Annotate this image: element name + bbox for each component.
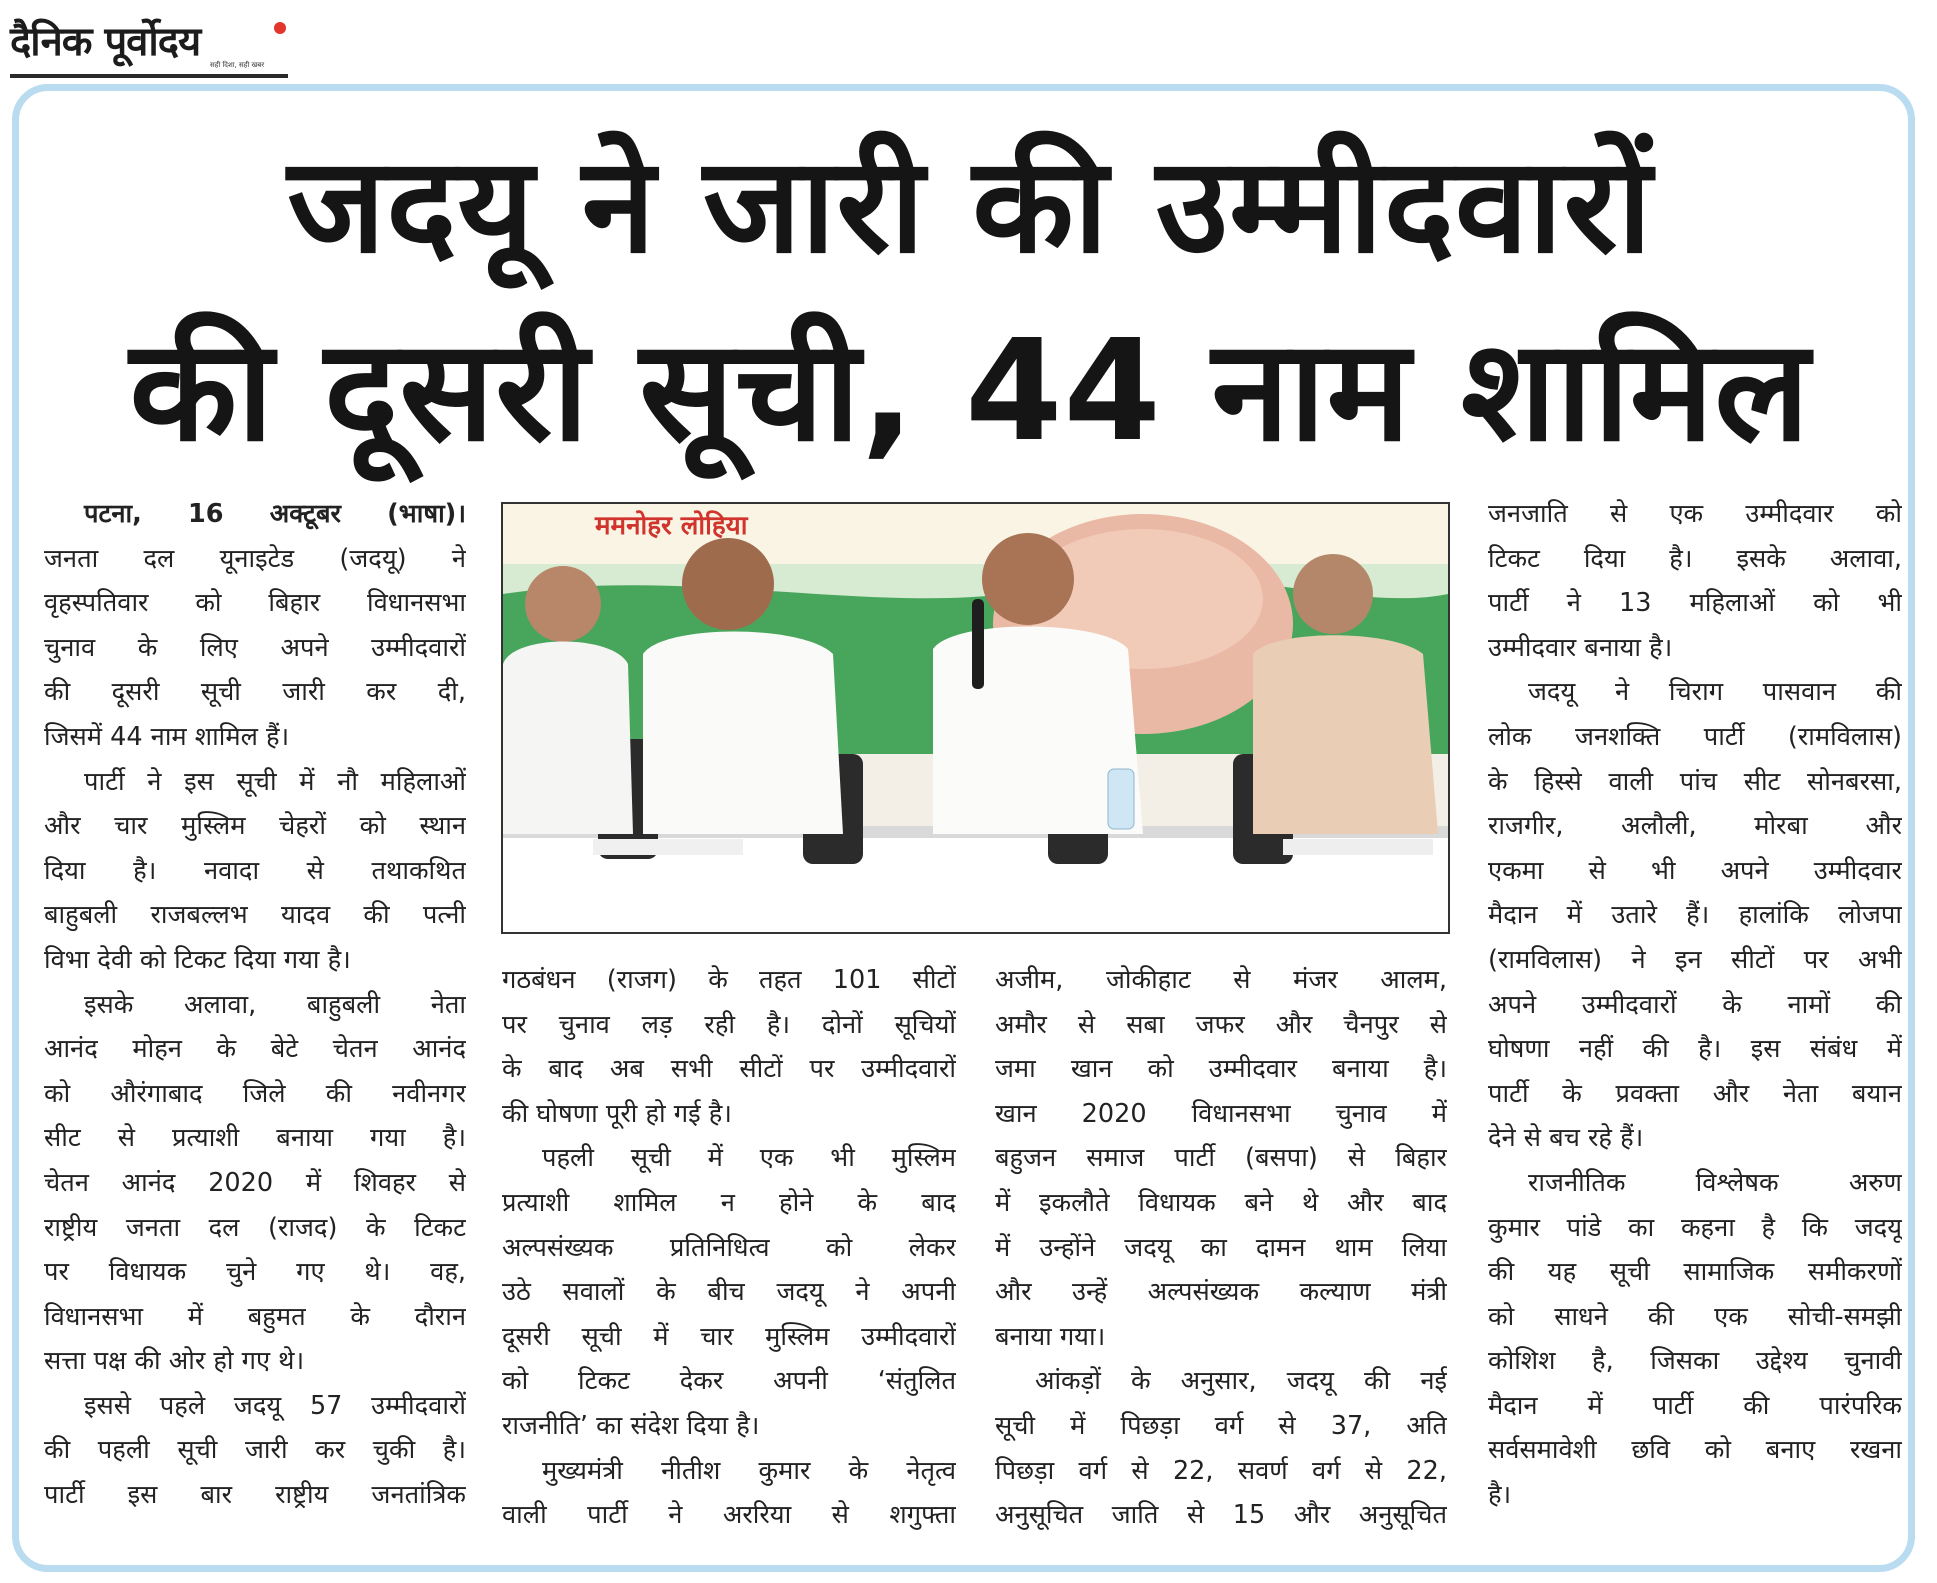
text-line: की घोषणा पूरी हो गई है।	[502, 1098, 732, 1129]
text-line: के बाद अब सभी सीटों पर उम्मीदवारों	[502, 1054, 956, 1085]
text-line: मुख्यमंत्री नीतीश कुमार के नेतृत्व	[542, 1455, 956, 1486]
text-line: अपने उम्मीदवारों के नामों की	[1488, 989, 1902, 1020]
text-line: गठबंधन (राजग) के तहत 101 सीटों	[502, 965, 956, 995]
logo-dot	[274, 22, 286, 34]
article-column-2	[502, 958, 956, 1538]
text-line: है।	[1488, 1480, 1512, 1511]
text-line: पर चुनाव लड़ रही है। दोनों सूचियों	[502, 1009, 956, 1040]
text-line: प्रत्याशी शामिल न होने के बाद	[502, 1187, 956, 1218]
text-line: अमौर से सबा जफर और चैनपुर से	[995, 1009, 1447, 1040]
text-line: लोक जनशक्ति पार्टी (रामविलास)	[1488, 721, 1902, 752]
dateline: पटना, 16 अक्टूबर (भाषा)।	[84, 499, 466, 529]
text-line: चुनाव के लिए अपने उम्मीदवारों	[44, 632, 466, 663]
text-line: राजनीतिक विश्लेषक अरुण	[1528, 1167, 1902, 1198]
text-line: पार्टी ने 13 महिलाओं को भी	[1488, 588, 1902, 619]
article-column-3	[995, 958, 1447, 1538]
text-line: पार्टी इस बार राष्ट्रीय जनतांत्रिक	[44, 1480, 466, 1511]
text-line: चेतन आनंद 2020 में शिवहर से	[44, 1167, 466, 1198]
text-line: उम्मीदवार बनाया है।	[1488, 632, 1673, 663]
masthead-rule	[10, 74, 288, 78]
text-line: आनंद मोहन के बेटे चेतन आनंद	[44, 1034, 466, 1065]
text-line: जनजाति से एक उम्मीदवार को	[1488, 499, 1902, 529]
text-line: अल्पसंख्यक प्रतिनिधित्व को लेकर	[502, 1232, 956, 1263]
text-line: अनुसूचित जाति से 15 और अनुसूचित	[995, 1500, 1447, 1531]
masthead	[10, 12, 288, 72]
text-line: एकमा से भी अपने उम्मीदवार	[1488, 855, 1902, 886]
text-line: के हिस्से वाली पांच सीट सोनबरसा,	[1488, 766, 1902, 797]
text-line: पिछड़ा वर्ग से 22, सवर्ण वर्ग से 22,	[995, 1455, 1447, 1486]
text-line: (रामविलास) ने इन सीटों पर अभी	[1488, 944, 1902, 975]
newspaper-logo: दैनिक पूर्वोदय	[10, 19, 201, 65]
text-line: देने से बच रहे हैं।	[1488, 1123, 1644, 1154]
text-line: वाली पार्टी ने अररिया से शगुफ्ता	[502, 1500, 956, 1531]
text-line: मैदान में उतारे हैं। हालांकि लोजपा	[1488, 900, 1902, 931]
text-line: पहली सूची में एक भी मुस्लिम	[542, 1143, 956, 1174]
text-line: को साधने की एक सोची-समझी	[1488, 1301, 1902, 1332]
text-line: बाहुबली राजबल्लभ यादव की पत्नी	[44, 900, 466, 931]
text-line: टिकट दिया है। इसके अलावा,	[1488, 543, 1902, 574]
headline-line-2: की दूसरी सूची, 44 नाम शामिल	[129, 310, 1811, 473]
news-photo	[501, 502, 1450, 934]
text-line: उठे सवालों के बीच जदयू ने अपनी	[502, 1277, 956, 1308]
text-line: जमा खान को उम्मीदवार बनाया है।	[995, 1054, 1447, 1085]
text-line: खान 2020 विधानसभा चुनाव में	[995, 1098, 1447, 1129]
text-line: विभा देवी को टिकट दिया गया है।	[44, 944, 351, 975]
text-line: को औरंगाबाद जिले की नवीनगर	[44, 1078, 466, 1109]
text-line: आंकड़ों के अनुसार, जदयू की नई	[1035, 1366, 1447, 1397]
text-line: इसके अलावा, बाहुबली नेता	[84, 989, 466, 1020]
text-line: दूसरी सूची में चार मुस्लिम उम्मीदवारों	[502, 1321, 956, 1352]
text-line: पर विधायक चुने गए थे। वह,	[44, 1257, 466, 1288]
text-line: वृहस्पतिवार को बिहार विधानसभा	[44, 588, 466, 619]
text-line: कोशिश है, जिसका उद्देश्य चुनावी	[1488, 1346, 1902, 1377]
text-line: सीट से प्रत्याशी बनाया गया है।	[44, 1123, 466, 1154]
text-line: इससे पहले जदयू 57 उम्मीदवारों	[84, 1390, 466, 1421]
text-line: और उन्हें अल्पसंख्यक कल्याण मंत्री	[995, 1277, 1447, 1308]
text-line: में इकलौते विधायक बने थे और बाद	[995, 1187, 1447, 1218]
text-line: की दूसरी सूची जारी कर दी,	[44, 677, 466, 708]
text-line: अजीम, जोकीहाट से मंजर आलम,	[995, 965, 1447, 995]
text-line: घोषणा नहीं की है। इस संबंध में	[1488, 1034, 1902, 1065]
text-line: बनाया गया।	[995, 1321, 1106, 1352]
text-line: में उन्होंने जदयू का दामन थाम लिया	[995, 1232, 1447, 1263]
text-line: मैदान में पार्टी की पारंपरिक	[1488, 1390, 1902, 1421]
text-line: विधानसभा में बहुमत के दौरान	[44, 1301, 466, 1332]
text-line: सत्ता पक्ष की ओर हो गए थे।	[44, 1346, 305, 1377]
photo-illustration	[503, 504, 1448, 932]
article-column-4	[1488, 492, 1902, 1518]
text-line: पार्टी ने इस सूची में नौ महिलाओं	[84, 766, 466, 797]
newspaper-tagline: सही दिशा, सही खबर	[210, 61, 265, 69]
text-line: जदयू ने चिराग पासवान की	[1528, 677, 1902, 708]
banner-text: ममनोहर लोहिया	[595, 511, 748, 541]
text-line: पार्टी के प्रवक्ता और नेता बयान	[1488, 1078, 1902, 1109]
headline-line-1: जदयू ने जारी की उम्मीदवारों	[287, 129, 1653, 283]
text-line: कुमार पांडे का कहना है कि जदयू	[1488, 1212, 1902, 1243]
text-line: राष्ट्रीय जनता दल (राजद) के टिकट	[44, 1212, 466, 1243]
text-line: राजनीति’ का संदेश दिया है।	[502, 1410, 760, 1441]
text-line: सूची में पिछड़ा वर्ग से 37, अति	[995, 1410, 1447, 1441]
text-line: और चार मुस्लिम चेहरों को स्थान	[44, 811, 466, 842]
text-line: को टिकट देकर अपनी ‘संतुलित	[502, 1366, 956, 1397]
text-line: बहुजन समाज पार्टी (बसपा) से बिहार	[995, 1143, 1447, 1174]
text-line: राजगीर, अलौली, मोरबा और	[1488, 811, 1902, 842]
text-line: सर्वसमावेशी छवि को बनाए रखना	[1488, 1435, 1902, 1466]
text-line: की यह सूची सामाजिक समीकरणों	[1488, 1257, 1902, 1288]
article-column-1	[44, 492, 466, 1518]
text-line: जनता दल यूनाइटेड (जदयू) ने	[44, 543, 466, 574]
text-line: की पहली सूची जारी कर चुकी है।	[44, 1435, 466, 1466]
text-line: जिसमें 44 नाम शामिल हैं।	[44, 721, 290, 752]
text-line: दिया है। नवादा से तथाकथित	[44, 855, 466, 886]
